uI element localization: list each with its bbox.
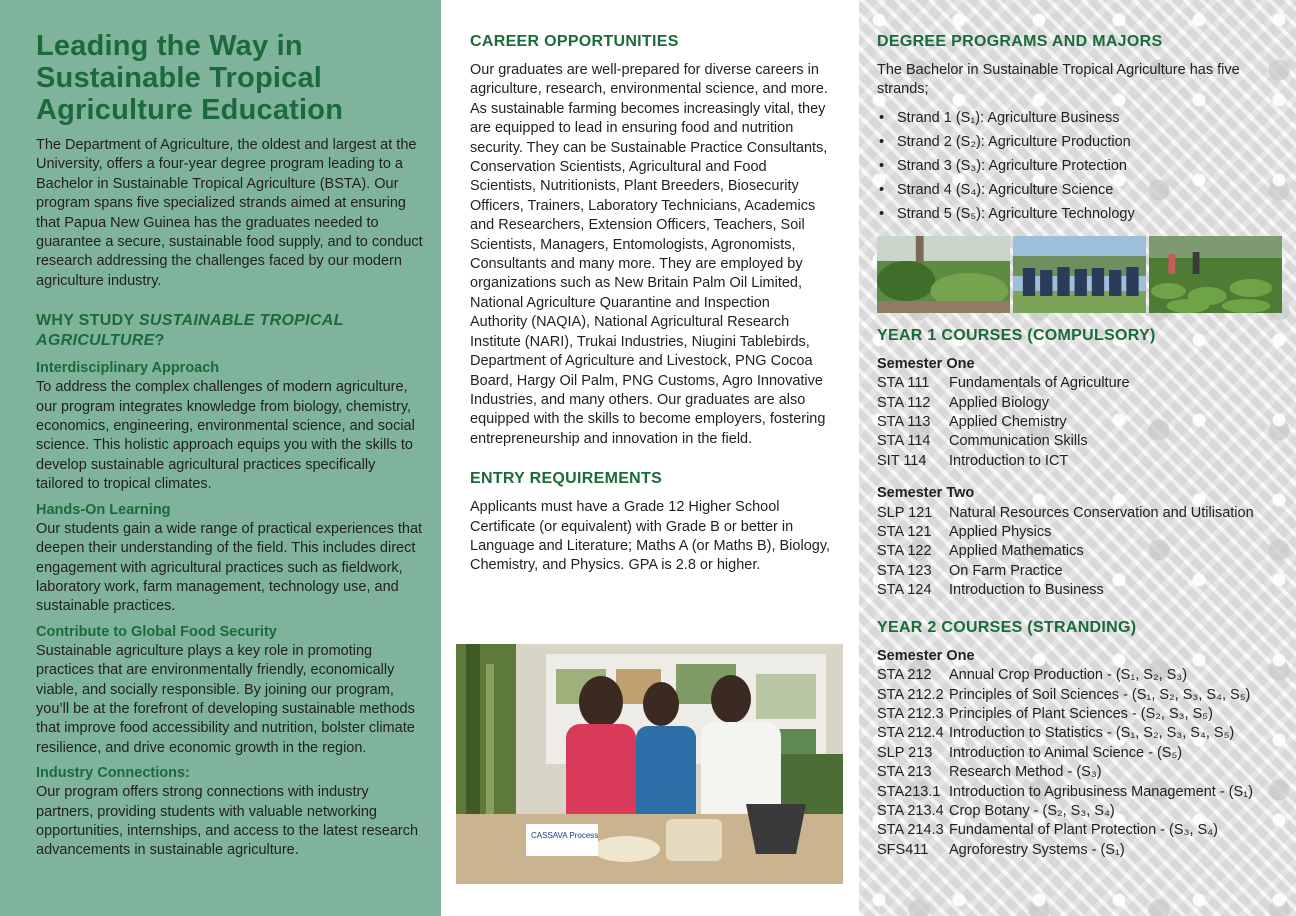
year1-semester2 [877,484,1282,600]
course-row: SLP 213 Introduction to Animal Science - (S₅) [877,744,1183,761]
reason-text: Sustainable agriculture plays a key role in promoting practices that are environmentally friendly, economically viable, and socially responsible. By joining our program, you’ll be at the forefront of developing sustainable methods that improve food accessibility and nutrition, bolster climate resilience, and drive economic growth in the region. [36,642,415,756]
course-row: STA 123 On Farm Practice [877,562,1063,579]
reason-title: Interdisciplinary Approach [36,360,220,377]
right-panel [859,0,1296,916]
reason-title: Industry Connections: [36,765,190,782]
nursery-photo [877,236,1010,313]
course-row: SLP 121 Natural Resources Conservation and Utilisation [877,504,1254,521]
course-row: SFS411 Agroforestry Systems - (S₁) [877,841,1125,858]
course-row: STA 114 Communication Skills [877,433,1088,450]
photo-strip [877,236,1282,313]
semester-heading: Semester One [877,355,975,372]
year1-semester1 [877,355,1282,471]
course-row: SIT 114 Introduction to ICT [877,452,1069,469]
reason-interdisciplinary [36,359,423,494]
reason-title: Hands-On Learning [36,501,171,518]
strand-list [877,106,1282,226]
reason-title: Contribute to Global Food Security [36,623,277,640]
course-row: STA 212.2 Principles of Soil Sciences - (S₁, S₂, S₃, S₄, S₅) [877,686,1251,703]
year1-heading: YEAR 1 COURSES (COMPULSORY) [877,326,1156,344]
course-row: STA 214.3 Fundamental of Plant Protection - (S₃, S₄) [877,822,1218,839]
list-item: • Strand 3 (S₃): Agriculture Protection [877,154,1282,178]
list-item: • Strand 1 (S₁): Agriculture Business [877,106,1282,130]
course-row: STA 213.4 Crop Botany - (S₂, S₃, S₄) [877,802,1115,819]
reason-text: To address the complex challenges of modern agriculture, our program integrates knowledge from biology, chemistry, economics, engineering, environmental science, and social science. This holistic approach equips you with the skills to develop sustainable agricultural practices specifically tailored to tropical climates. [36,379,415,493]
semester-heading: Semester One [877,647,975,664]
course-row: STA 212.3 Principles of Plant Sciences - (S₂, S₃, S₅) [877,705,1213,722]
semester-heading: Semester Two [877,485,975,502]
career-heading: CAREER OPPORTUNITIES [470,33,679,50]
left-panel [0,0,441,916]
reason-food-security [36,623,423,758]
course-row: STA 212 Annual Crop Production - (S₁, S₂, S₃) [877,667,1188,684]
course-row: STA 124 Introduction to Business [877,582,1104,599]
year2-heading: YEAR 2 COURSES (STRANDING) [877,618,1137,636]
reason-text: Our program offers strong connections with industry partners, providing students with valuable networking opportunities, internships, and access to the latest research advancements in sustainable agriculture. [36,784,419,859]
sign-text: CASSAVA Process [531,831,599,840]
field-photo [1149,236,1282,313]
course-row: STA 112 Applied Biology [877,394,1049,411]
entry-paragraph: Applicants must have a Grade 12 Higher School Certificate (or equivalent) with Grade B or better in Language and Literature; Maths A (or Maths B), Biology, Chemistry, and Physics. GPA is 2.8 or higher. [470,499,831,574]
course-row: STA 111 Fundamentals of Agriculture [877,375,1130,392]
intro-paragraph: The Department of Agriculture, the oldest and largest at the University, offers a four-year degree program leading to a Bachelor in Sustainable Tropical Agriculture (BSTA). Our program spans five specialized strands aimed at ensuring that Papua New Guinea has the graduates needed to guarantee a secure, sustainable food supply, and to conduct research addressing the challenges faced by our modern agriculture industry. [36,137,423,289]
page-title: Leading the Way in Sustainable Tropical Agriculture Education [36,30,344,126]
entry-heading: ENTRY REQUIREMENTS [470,470,663,488]
course-row: STA213.1 Introduction to Agribusiness Management - (S₁) [877,783,1253,800]
cassava-processing-photo [456,644,843,884]
career-paragraph: Our graduates are well-prepared for diverse careers in agriculture, research, environmental science, and more. As sustainable farming becomes increasingly vital, they are equipped to lead in ensuring food and nutrition security. They can be Sustainable Practice Consultants, Conservation Scientists, Agricultural and Food Scientists, Nutritionists, Plant Breeders, Biosecurity Officers, Trainers, Laboratory Technicians, Academics and Researchers, Extension Officers, Teachers, Soil Scientists, Managers, Entomologists, Agronomists, Consultants and many more. They are employed by organizations such as New Britain Palm Oil Limited, National Agriculture Quarantine and Inspection Authority (NAQIA), National Agricultural Research Institute (NARI), Trukai Industries, Niugini Tablebirds, Department of Agriculture and Livestock, PNG Cocoa Board, Hargy Oil Palm, PNG Customs, Agro Innovative Industries, and many others. Our graduates are also equipped with the skills to become employers, fostering entrepreneurship and innovation in the field. [470,62,828,447]
reason-text: Our students gain a wide range of practical experiences that deepen their understanding of the field. This includes direct engagement with agricultural practices such as fieldwork, laboratory work, farm management, technology use, and sustainable practices. [36,520,423,615]
group-photo [1013,236,1146,313]
course-row: STA 122 Applied Mathematics [877,543,1084,560]
year2-semester1 [877,647,1282,860]
cassava-processing-photo-graphic [456,644,843,884]
course-row: STA 213 Research Method - (S₃) [877,764,1102,781]
reason-industry [36,764,423,861]
list-item: • Strand 4 (S₄): Agriculture Science [877,178,1282,202]
degree-intro: The Bachelor in Sustainable Tropical Agriculture has five strands; [877,62,1240,98]
list-item: • Strand 5 (S₅): Agriculture Technology [877,202,1282,226]
degree-heading: DEGREE PROGRAMS AND MAJORS [877,33,1163,50]
course-row: STA 121 Applied Physics [877,524,1052,541]
course-row: STA 113 Applied Chemistry [877,414,1067,431]
why-study-heading: WHY STUDY SUSTAINABLE TROPICAL AGRICULTURE? [36,312,344,350]
course-row: STA 212.4 Introduction to Statistics - (S₁, S₂, S₃, S₄, S₅) [877,725,1235,742]
list-item: • Strand 2 (S₂): Agriculture Production [877,130,1282,154]
reason-hands-on [36,501,423,617]
